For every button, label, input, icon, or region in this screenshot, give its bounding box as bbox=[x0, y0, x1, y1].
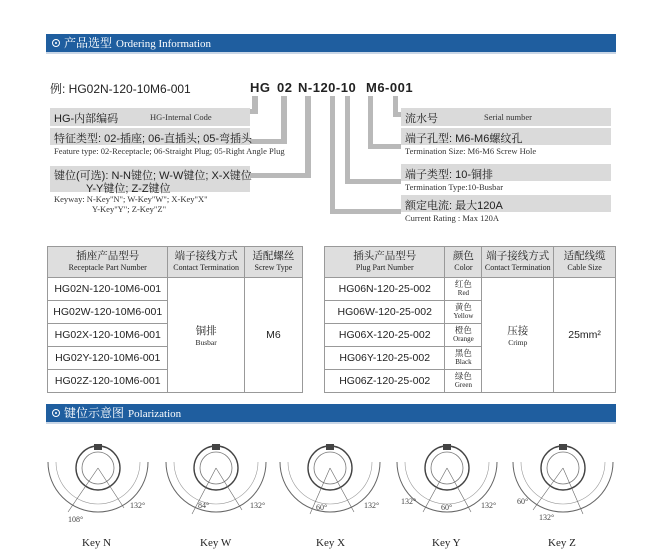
key-x-label: Key X bbox=[316, 537, 346, 549]
connector-line bbox=[330, 96, 335, 214]
field-serial-en: Serial number bbox=[484, 112, 532, 122]
code-part-hg: HG bbox=[250, 80, 271, 95]
field-termination-type-en: Termination Type:10-Busbar bbox=[405, 182, 504, 192]
key-z-label: Key Z bbox=[548, 537, 576, 549]
plug-part-cell: HG06X-120-25-002 bbox=[325, 324, 445, 347]
polarization-title-cn: 键位示意图 bbox=[64, 406, 125, 420]
key-w-angle-1: 84° bbox=[198, 501, 210, 510]
code-part-feature: 02 bbox=[277, 80, 293, 95]
field-keyway-cn-2: Y-Y键位; Z-Z键位 bbox=[86, 183, 171, 195]
key-x-angle-1: 60° bbox=[316, 503, 328, 512]
divider bbox=[46, 52, 616, 54]
connector-line bbox=[250, 173, 311, 178]
field-termination-size-cn: 端子孔型: M6-M6螺纹孔 bbox=[405, 133, 523, 145]
receptacle-header-part: 插座产品型号 Receptacle Part Number bbox=[48, 247, 168, 278]
connector-line bbox=[393, 112, 401, 117]
divider bbox=[46, 422, 616, 424]
field-current-en: Current Rating : Max 120A bbox=[405, 213, 499, 223]
field-termination-size-en: Termination Size: M6-M6 Screw Hole bbox=[405, 146, 537, 156]
connector-line bbox=[330, 209, 401, 214]
bullet-icon bbox=[52, 409, 60, 417]
plug-part-cell: HG06N-120-25-002 bbox=[325, 278, 445, 301]
key-y-angle-1: 132° bbox=[401, 497, 417, 506]
key-y-angle-2: 60° bbox=[441, 503, 453, 512]
field-feature-type-en: Feature type: 02-Receptacle; 06-Straight Plug; 05-Right Angle Plug bbox=[54, 146, 285, 156]
receptacle-table bbox=[47, 246, 303, 393]
ordering-title-cn: 产品选型 bbox=[64, 36, 113, 50]
key-w-angle-2: 132° bbox=[250, 501, 266, 510]
plug-table bbox=[324, 246, 616, 393]
plug-part-cell: HG06Y-120-25-002 bbox=[325, 347, 445, 370]
field-keyway-en: Keyway: N-Key"N"; W-Key"W"; X-Key"X" bbox=[54, 194, 208, 204]
plug-color-cell: 黄色 Yellow bbox=[445, 301, 482, 324]
key-z-diagram bbox=[503, 430, 623, 530]
plug-color-cell: 绿色 Green bbox=[445, 370, 482, 393]
plug-header-part: 插头产品型号 Plug Part Number bbox=[325, 247, 445, 278]
receptacle-header-termination: 端子接线方式 Contact Termination bbox=[168, 247, 244, 278]
connector-line bbox=[345, 179, 401, 184]
key-x-angle-2: 132° bbox=[364, 501, 380, 510]
field-termination-type-cn: 端子类型: 10-铜排 bbox=[405, 169, 494, 181]
connector-line bbox=[305, 96, 311, 178]
key-y-label: Key Y bbox=[432, 537, 461, 549]
receptacle-part-cell: HG02Z-120-10M6-001 bbox=[48, 370, 168, 393]
receptacle-part-cell: HG02X-120-10M6-001 bbox=[48, 324, 168, 347]
field-keyway-cn: 键位(可选): N-N键位; W-W键位; X-X键位 bbox=[54, 170, 252, 182]
ordering-title-en: Ordering Information bbox=[116, 38, 212, 50]
polarization-section-header bbox=[46, 404, 616, 422]
code-part-screw-serial: M6-001 bbox=[366, 80, 414, 95]
plug-color-cell: 橙色 Orange bbox=[445, 324, 482, 347]
ordering-section-header bbox=[46, 34, 616, 52]
key-z-angle-1: 60° bbox=[517, 497, 529, 506]
receptacle-termination-cell: 铜排 Busbar bbox=[168, 278, 244, 393]
field-serial-cn: 流水号 bbox=[405, 113, 438, 125]
key-w-label: Key W bbox=[200, 537, 232, 549]
plug-header-color: 颜色 Color bbox=[445, 247, 482, 278]
plug-color-cell: 红色 Red bbox=[445, 278, 482, 301]
plug-part-cell: HG06Z-120-25-002 bbox=[325, 370, 445, 393]
field-feature-type-cn: 特征类型: 02-插座; 06-直插头; 05-弯插头 bbox=[54, 133, 253, 145]
plug-cable-cell: 25mm² bbox=[554, 278, 616, 393]
key-y-diagram bbox=[387, 430, 507, 530]
polarization-title-en: Polarization bbox=[128, 408, 182, 420]
key-n-diagram bbox=[38, 430, 158, 530]
bullet-icon bbox=[52, 39, 60, 47]
receptacle-part-cell: HG02N-120-10M6-001 bbox=[48, 278, 168, 301]
field-internal-code-en: HG-Internal Code bbox=[150, 112, 212, 122]
key-w-diagram bbox=[156, 430, 276, 530]
field-internal-code-cn: HG-内部编码 bbox=[54, 113, 119, 125]
code-part-key-current: N-120-10 bbox=[298, 80, 357, 95]
key-n-label: Key N bbox=[82, 537, 112, 549]
connector-line bbox=[250, 109, 258, 114]
field-keyway-en-2: Y-Key"Y"; Z-Key"Z" bbox=[92, 204, 167, 214]
plug-part-cell: HG06W-120-25-002 bbox=[325, 301, 445, 324]
receptacle-part-cell: HG02Y-120-10M6-001 bbox=[48, 347, 168, 370]
plug-color-cell: 黑色 Black bbox=[445, 347, 482, 370]
example-label: 例: HG02N-120-10M6-001 bbox=[50, 82, 191, 96]
key-x-diagram bbox=[270, 430, 390, 530]
key-y-angle-3: 132° bbox=[481, 501, 497, 510]
key-n-angle-2: 132° bbox=[130, 501, 146, 510]
field-current-cn: 额定电流: 最大120A bbox=[405, 200, 503, 212]
key-n-angle-1: 108° bbox=[68, 515, 84, 524]
connector-line bbox=[345, 96, 350, 184]
connector-line bbox=[368, 96, 373, 148]
receptacle-header-screw: 适配螺丝 Screw Type bbox=[244, 247, 302, 278]
connector-line bbox=[281, 96, 287, 144]
plug-header-termination: 端子接线方式 Contact Termination bbox=[482, 247, 554, 278]
connector-line bbox=[368, 144, 401, 149]
plug-header-cable: 适配线缆 Cable Size bbox=[554, 247, 616, 278]
receptacle-part-cell: HG02W-120-10M6-001 bbox=[48, 301, 168, 324]
receptacle-screw-cell: M6 bbox=[244, 278, 302, 393]
key-z-angle-2: 132° bbox=[539, 513, 555, 522]
plug-termination-cell: 压接 Crimp bbox=[482, 278, 554, 393]
connector-line bbox=[250, 139, 287, 144]
